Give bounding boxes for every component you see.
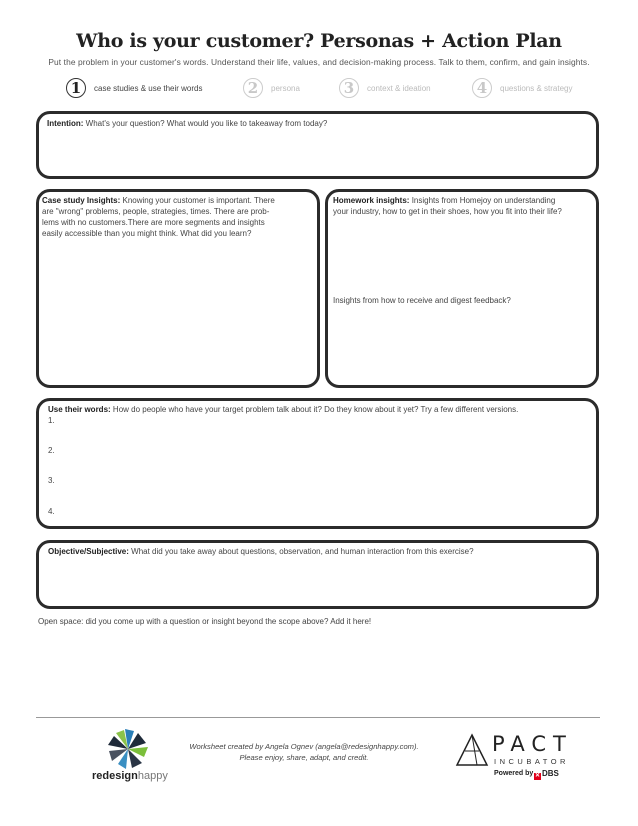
- rh-light: happy: [137, 770, 168, 782]
- dbs-text: DBS: [542, 769, 559, 778]
- page-title: Who is your customer? Personas + Action Plan: [76, 30, 562, 52]
- rh-bold: redesign: [92, 770, 138, 782]
- step-indicator: [0, 78, 638, 100]
- footer-credit: [170, 741, 438, 763]
- homework-prompt: [333, 195, 595, 217]
- step-1-number: 1: [66, 78, 86, 98]
- list-item-3: 3.: [48, 476, 55, 485]
- dbs-mark-icon: ✕: [534, 773, 541, 779]
- step-1: [66, 78, 203, 98]
- pact-logo-text: PACT: [492, 732, 573, 756]
- objective-heading: Objective/Subjective:: [48, 547, 129, 556]
- use-their-words-prompt: [48, 404, 593, 415]
- dbs-logo: [534, 769, 559, 780]
- homework-heading: Homework insights:: [333, 196, 410, 205]
- list-item-1: 1.: [48, 416, 55, 425]
- step-2-label: persona: [271, 83, 300, 93]
- credit-line-2: Please enjoy, share, adapt, and credit.: [239, 753, 369, 762]
- pact-triangle-icon: [455, 733, 489, 767]
- case-study-heading: Case study Insights:: [42, 196, 121, 205]
- powered-by-text: Powered by: [494, 770, 534, 777]
- step-3: [339, 78, 431, 98]
- pact-incubator-text: INCUBATOR: [494, 757, 569, 766]
- credit-line-1: Worksheet created by Angela Ognev (angela@redesignhappy.com).: [189, 742, 419, 751]
- case-study-prompt: [42, 195, 314, 239]
- case-study-line-3: lems with no customers.There are more segments and insights: [42, 218, 265, 227]
- page-subtitle: Put the problem in your customer's words. Understand their life, values, and decision-making process. Talk to them, confirm, and gain insights.: [48, 57, 590, 67]
- intention-prompt: [47, 118, 587, 129]
- step-3-number: 3: [339, 78, 359, 98]
- homework-line-2: your industry, how to get in their shoes, how you fit into their life?: [333, 207, 562, 216]
- use-their-words-heading: Use their words:: [48, 405, 111, 414]
- use-their-words-box[interactable]: [36, 398, 599, 529]
- feedback-prompt: Insights from how to receive and digest feedback?: [333, 296, 511, 305]
- case-study-line-2: are "wrong" problems, people, strategies, times. There are prob-: [42, 207, 270, 216]
- intention-text: What's your question? What would you like to takeaway from today?: [85, 119, 328, 128]
- intention-heading: Intention:: [47, 119, 84, 128]
- footer-divider: [36, 717, 600, 718]
- homework-line-1: Insights from Homejoy on understanding: [411, 196, 556, 205]
- case-study-line-1: Knowing your customer is important. There: [122, 196, 275, 205]
- list-item-4: 4.: [48, 507, 55, 516]
- step-4-label: questions & strategy: [500, 83, 573, 93]
- step-2: [243, 78, 300, 98]
- objective-prompt: [48, 546, 593, 557]
- step-4: [472, 78, 572, 98]
- step-2-number: 2: [243, 78, 263, 98]
- list-item-2: 2.: [48, 446, 55, 455]
- case-study-line-4: easily accessible than you might think. What did you learn?: [42, 229, 252, 238]
- objective-text: What did you take away about questions, observation, and human interaction from this exercise?: [131, 547, 474, 556]
- open-space-prompt: Open space: did you come up with a question or insight beyond the scope above? Add it here!: [38, 617, 372, 626]
- redesign-happy-logo-text: [92, 770, 168, 782]
- use-their-words-text: How do people who have your target problem talk about it? Do they know about it yet? Try a few different versions.: [112, 405, 519, 414]
- step-4-number: 4: [472, 78, 492, 98]
- homework-box[interactable]: [325, 189, 599, 388]
- step-3-label: context & ideation: [367, 83, 431, 93]
- step-1-label: case studies & use their words: [94, 83, 203, 93]
